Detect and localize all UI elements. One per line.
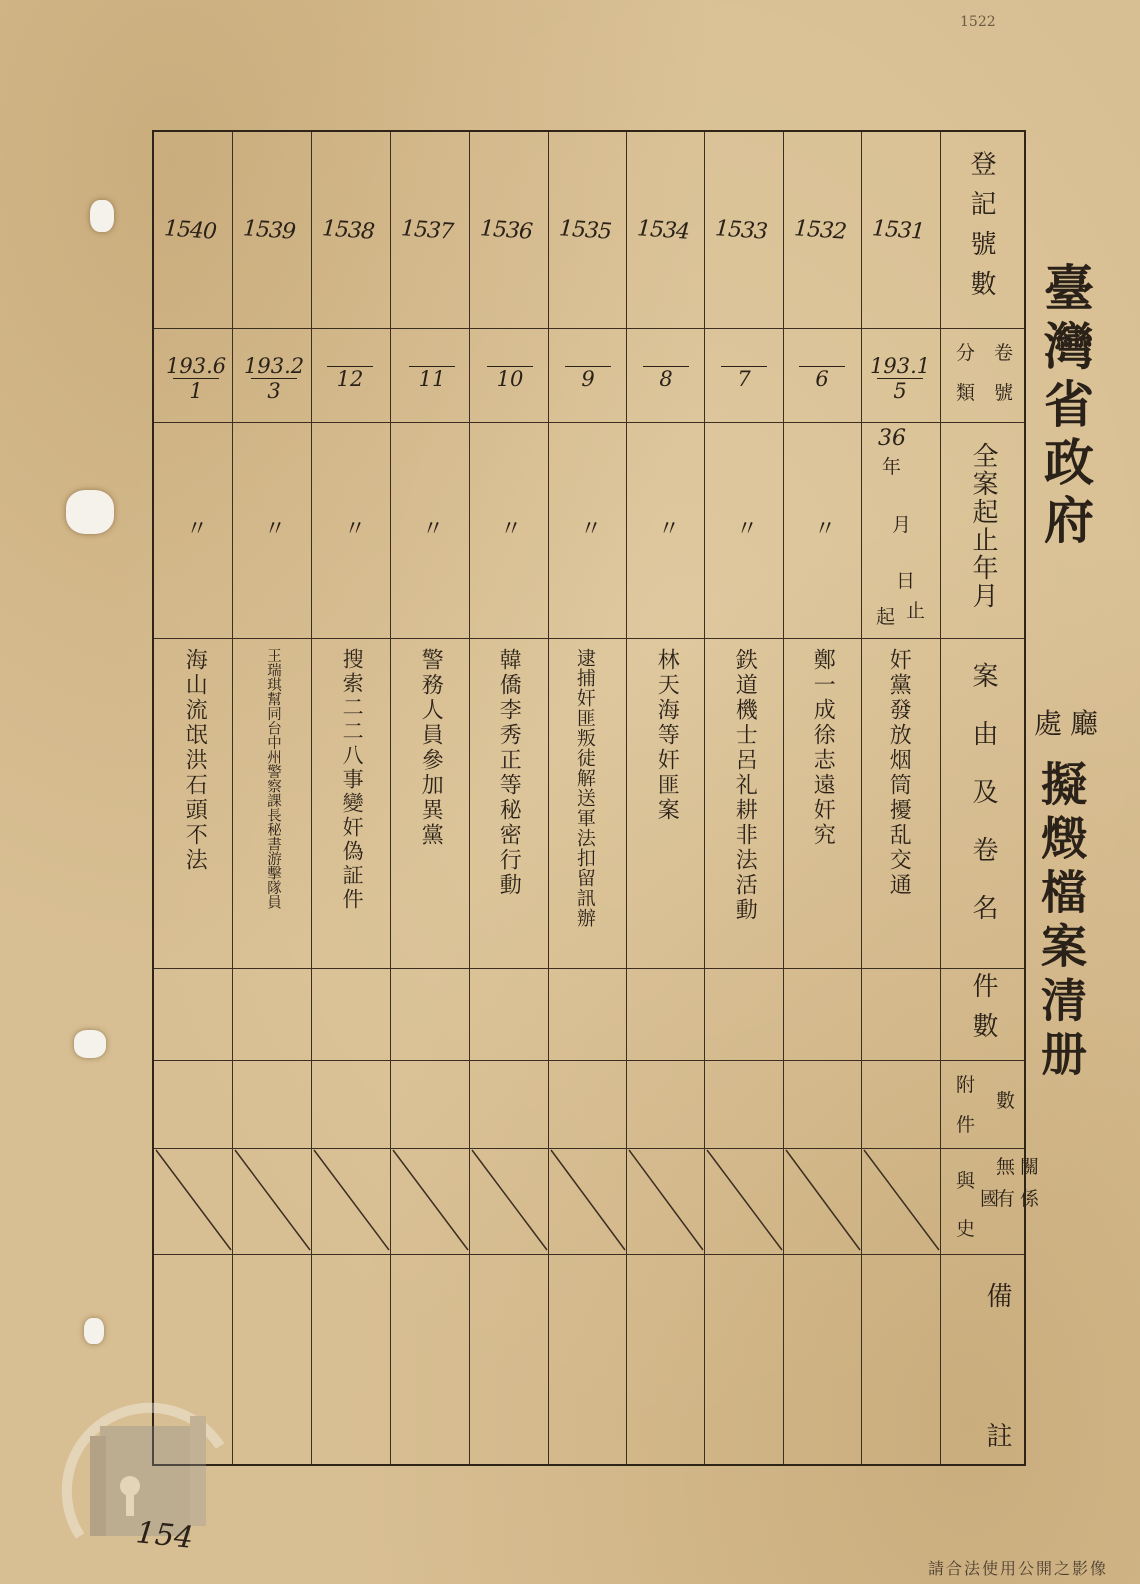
subject-cell: 逮捕奸匪叛徒解送軍法扣留訊辦 — [573, 648, 596, 928]
header-attach-c: 數 — [996, 1090, 1016, 1112]
vol-number: 8 — [659, 367, 673, 391]
diagonal-mark — [154, 1148, 233, 1252]
ditto-mark: 〃 — [186, 517, 209, 542]
register-table — [152, 130, 1040, 1466]
reg-no-cell: 1536 — [479, 216, 533, 245]
vol-no-cell — [244, 354, 304, 403]
row-divider — [154, 1060, 1024, 1061]
binding-hole — [84, 1318, 104, 1344]
diagonal-mark — [784, 1148, 862, 1252]
vol-number: 7 — [737, 367, 751, 391]
vol-number: 9 — [581, 367, 595, 391]
vol-number: 11 — [418, 367, 446, 391]
header-history-b: 關 — [1020, 1156, 1040, 1178]
vol-no-cell — [638, 366, 694, 391]
header-reg-no: 登記號數 — [966, 150, 996, 310]
vol-no-cell — [404, 366, 460, 391]
ditto-mark: 〃 — [736, 517, 759, 542]
department-chu-label: 處 — [1034, 707, 1063, 740]
header-vol-b: 號 — [994, 382, 1014, 404]
diagonal-mark — [470, 1148, 549, 1252]
vol-class: 193.1 — [870, 354, 931, 378]
row-divider — [154, 1254, 1024, 1255]
subject-cell: 警務人員參加異黨 — [418, 648, 444, 848]
vol-no-cell — [716, 366, 772, 391]
vol-number: 3 — [267, 379, 281, 403]
subject-cell: 韓僑李秀正等秘密行動 — [496, 648, 522, 898]
header-remarks-b: 註 — [982, 1422, 1012, 1454]
subject-cell: 奸黨發放烟筒擾乱交通 — [886, 648, 912, 898]
ditto-mark: 〃 — [500, 517, 523, 542]
government-title: 臺灣省政府 — [1036, 262, 1095, 552]
department-ting-label: 廳 — [1070, 707, 1099, 740]
vol-class: 193.6 — [166, 354, 227, 378]
vol-number: 12 — [336, 367, 364, 391]
reg-no-cell: 1534 — [636, 216, 690, 245]
diagonal-mark — [862, 1148, 941, 1252]
diagonal-mark — [312, 1148, 391, 1252]
header-history-d: 係 — [1020, 1188, 1040, 1210]
vol-no-cell — [166, 354, 226, 403]
header-subject: 案由及卷名 — [968, 662, 998, 952]
period-end: 止 — [906, 600, 926, 622]
reg-no-cell: 1533 — [714, 216, 768, 245]
header-class-b: 類 — [956, 382, 976, 404]
binding-hole — [90, 200, 114, 232]
row-divider — [154, 328, 1024, 329]
list-title: 擬燬檔案清册 — [1034, 760, 1088, 1084]
reg-no-cell: 1532 — [793, 216, 847, 245]
subject-cell: 王瑞琪幫同台中州警察課長秘書游擊隊員 — [264, 648, 281, 909]
row-divider — [154, 638, 1024, 639]
ditto-mark: 〃 — [580, 517, 603, 542]
header-class-a: 分 — [956, 342, 976, 364]
diagonal-mark — [391, 1148, 470, 1252]
period-year: 年 — [882, 456, 902, 478]
reg-no-cell: 1535 — [558, 216, 612, 245]
header-history-c: 有 — [996, 1188, 1016, 1210]
header-period: 全案起止年月 — [968, 442, 998, 610]
vol-number: 5 — [893, 379, 907, 403]
ditto-mark: 〃 — [264, 517, 287, 542]
diagonal-mark — [233, 1148, 312, 1252]
period-month: 月 — [892, 514, 912, 536]
ditto-mark: 〃 — [344, 517, 367, 542]
vol-no-cell — [482, 366, 538, 391]
row-divider — [154, 422, 1024, 423]
reg-no-cell: 1531 — [871, 216, 925, 245]
subject-cell: 鄭一成徐志遠奸究 — [810, 648, 836, 848]
header-history-g: 史 — [956, 1218, 976, 1240]
header-attach-b: 件 — [956, 1114, 976, 1136]
reg-no-cell: 1539 — [242, 216, 296, 245]
header-vol-a: 卷 — [994, 342, 1014, 364]
footer-notice: 請合法使用公開之影像 — [928, 1559, 1109, 1578]
subject-cell: 海山流氓洪石頭不法 — [182, 648, 208, 873]
header-history-e: 與 — [956, 1170, 976, 1192]
vol-number: 1 — [189, 379, 203, 403]
diagonal-mark — [705, 1148, 784, 1252]
period-day: 日 — [896, 570, 916, 592]
top-page-mark: 1522 — [960, 14, 996, 30]
binding-hole — [66, 490, 114, 534]
vol-class: 193.2 — [244, 354, 305, 378]
vol-no-cell — [870, 354, 930, 403]
reg-no-cell: 1540 — [163, 216, 217, 245]
diagonal-mark — [627, 1148, 705, 1252]
header-history-f: 國 — [980, 1188, 1000, 1210]
handwritten-page-number: 154 — [134, 1515, 195, 1556]
vol-number: 10 — [496, 367, 524, 391]
row-divider — [154, 968, 1024, 969]
diagonal-mark — [549, 1148, 627, 1252]
reg-no-cell: 1537 — [400, 216, 454, 245]
vol-no-cell — [322, 366, 378, 391]
period-start: 起 — [876, 606, 896, 628]
period-year-num: 36 — [878, 426, 906, 451]
ditto-mark: 〃 — [658, 517, 681, 542]
reg-no-cell: 1538 — [321, 216, 375, 245]
header-attach-a: 附 — [956, 1074, 976, 1096]
subject-cell: 林天海等奸匪案 — [654, 648, 680, 823]
ditto-mark: 〃 — [422, 517, 445, 542]
binding-hole — [74, 1030, 106, 1058]
subject-cell: 鉄道機士呂礼耕非法活動 — [732, 648, 758, 923]
vol-no-cell — [794, 366, 850, 391]
header-remarks-a: 備 — [982, 1282, 1012, 1314]
vol-no-cell — [560, 366, 616, 391]
ditto-mark: 〃 — [814, 517, 837, 542]
subject-cell: 搜索二二八事變奸偽証件 — [340, 648, 365, 912]
vol-number: 6 — [815, 367, 829, 391]
header-history-a: 無 — [996, 1156, 1016, 1178]
header-count: 件數 — [968, 972, 998, 1052]
